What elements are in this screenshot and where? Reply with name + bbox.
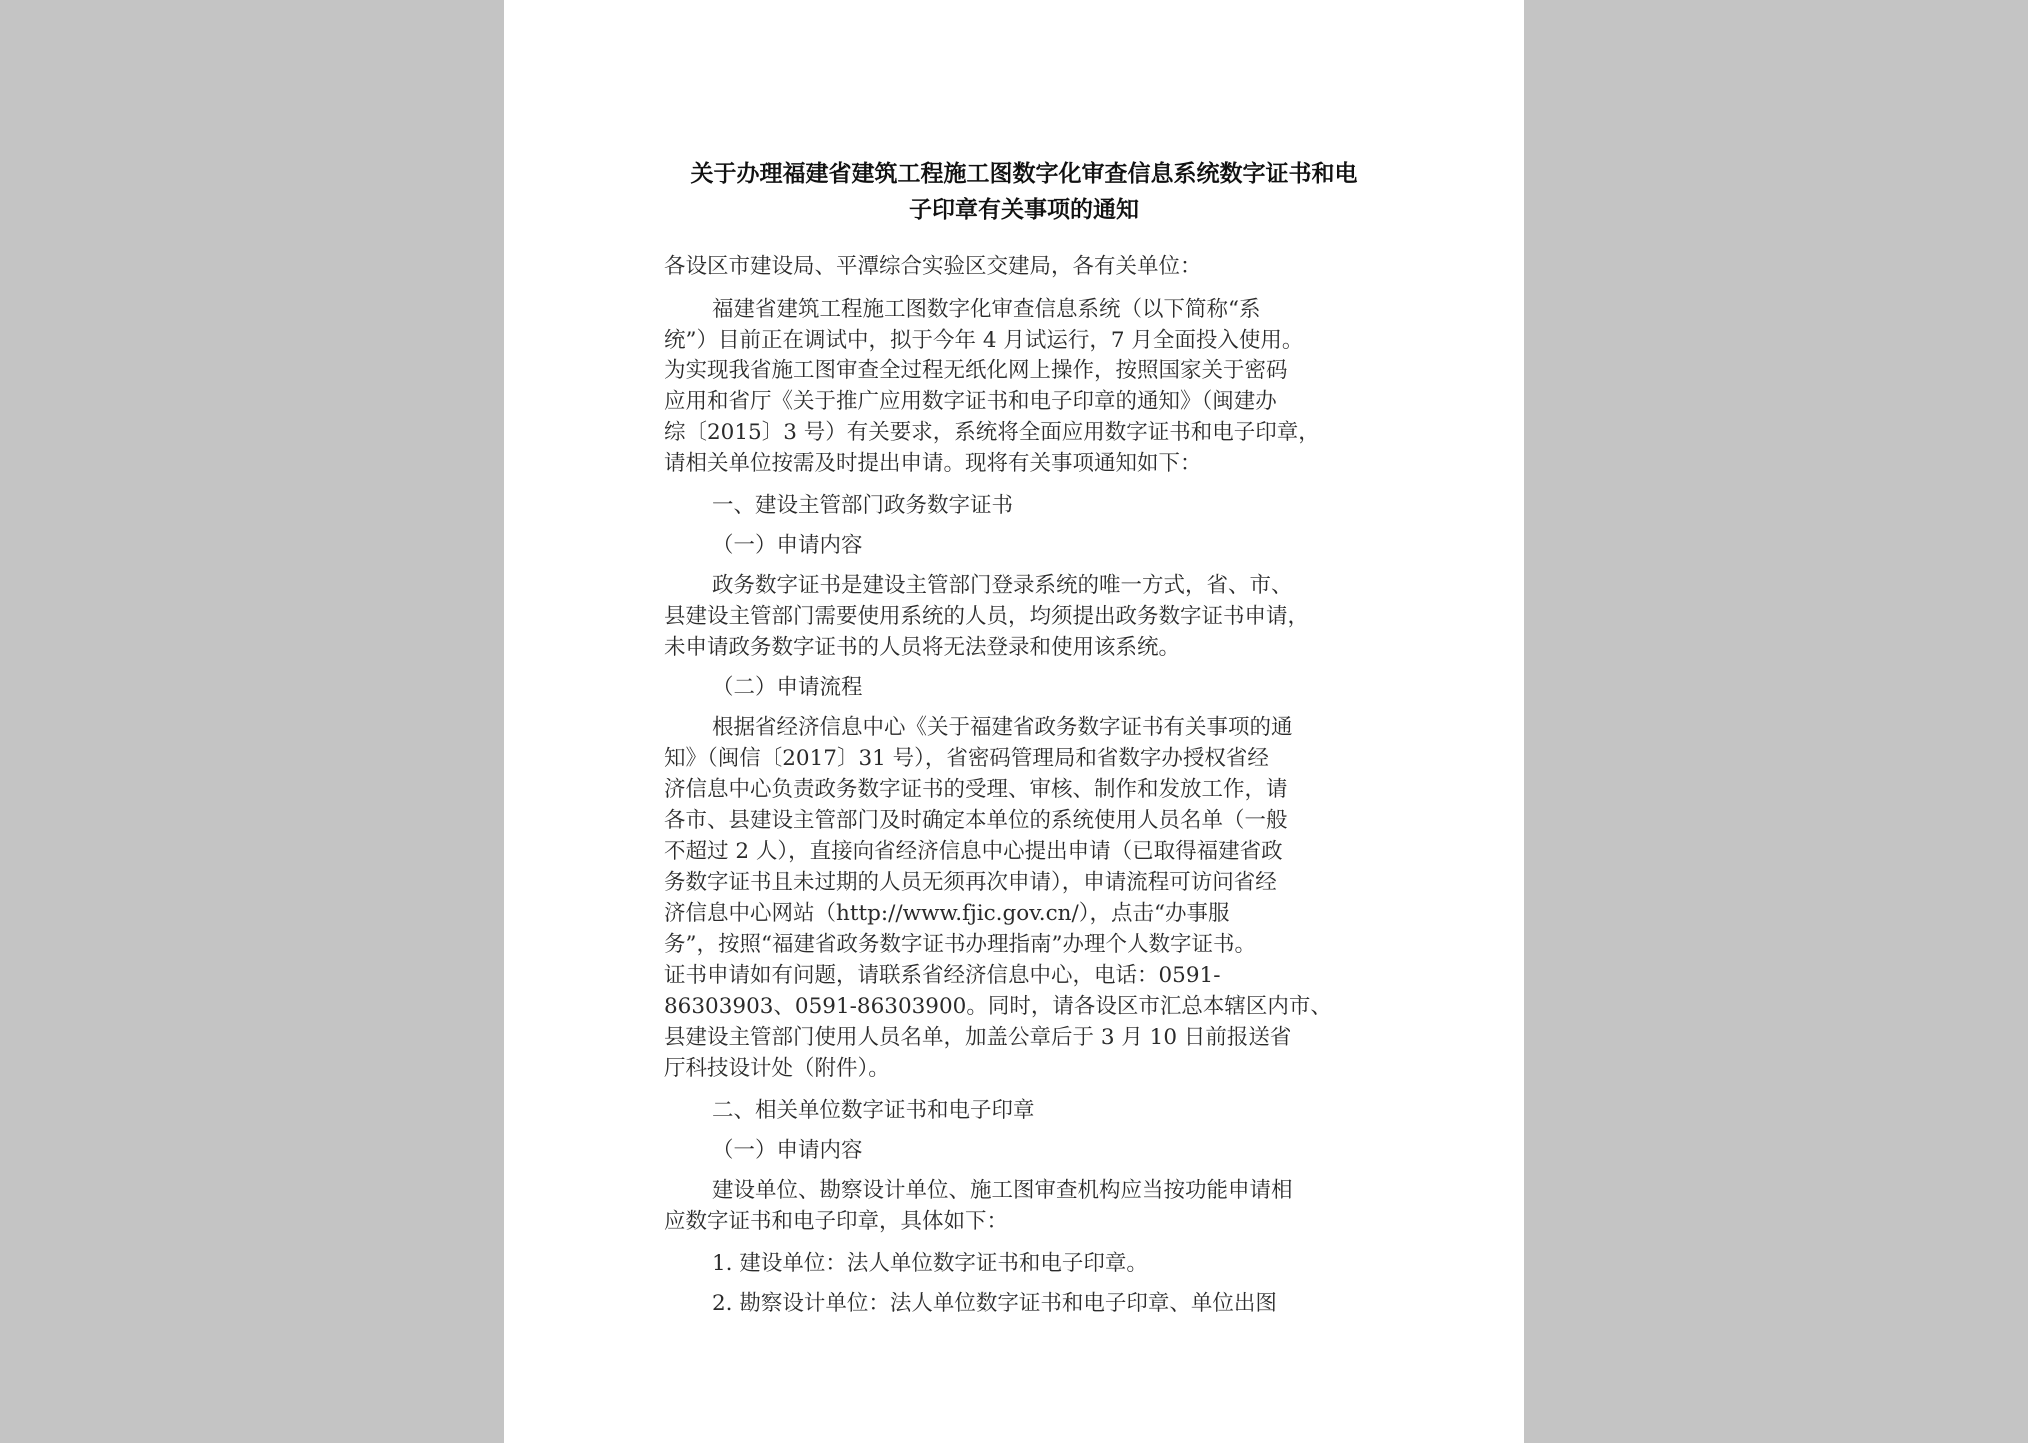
salutation: 各设区市建设局、平潭综合实验区交建局，各有关单位：	[664, 254, 1202, 279]
paragraph-line: 不超过 2 人），直接向省经济信息中心提出申请（已取得福建省政	[664, 839, 1283, 864]
section-heading: 二、相关单位数字证书和电子印章	[712, 1098, 1035, 1123]
paragraph-line: 86303903、0591-86303900。同时，请各设区市汇总本辖区内市、	[664, 994, 1332, 1019]
paragraph-line: 为实现我省施工图审查全过程无纸化网上操作，按照国家关于密码	[664, 358, 1288, 383]
paragraph-line: 统”）目前正在调试中，拟于今年 4 月试运行，7 月全面投入使用。	[664, 328, 1304, 353]
list-item: 1. 建设单位：法人单位数字证书和电子印章。	[712, 1251, 1148, 1276]
paragraph-line: 根据省经济信息中心《关于福建省政务数字证书有关事项的通	[712, 715, 1293, 740]
paragraph-line: 县建设主管部门使用人员名单，加盖公章后于 3 月 10 日前报送省	[664, 1025, 1292, 1050]
document-page	[504, 0, 1524, 1443]
paragraph-line: 县建设主管部门需要使用系统的人员，均须提出政务数字证书申请，	[664, 604, 1310, 629]
document-title	[664, 156, 1384, 228]
paragraph-line: 请相关单位按需及时提出申请。现将有关事项通知如下：	[664, 451, 1202, 476]
subsection-heading: （二）申请流程	[712, 675, 863, 700]
paragraph-line: 未申请政务数字证书的人员将无法登录和使用该系统。	[664, 635, 1181, 660]
paragraph-line: 务数字证书且未过期的人员无须再次申请），申请流程可访问省经	[664, 870, 1277, 895]
paragraph-line: 建设单位、勘察设计单位、施工图审查机构应当按功能申请相	[712, 1178, 1293, 1203]
paragraph-line: 务”，按照“福建省政务数字证书办理指南”办理个人数字证书。	[664, 932, 1256, 957]
paragraph-line: 应数字证书和电子印章，具体如下：	[664, 1209, 1009, 1234]
paragraph-line: 综〔2015〕3 号）有关要求，系统将全面应用数字证书和电子印章，	[664, 420, 1320, 445]
paragraph-line: 各市、县建设主管部门及时确定本单位的系统使用人员名单（一般	[664, 808, 1288, 833]
section-heading: 一、建设主管部门政务数字证书	[712, 493, 1014, 518]
paragraph-line: 厅科技设计处（附件）。	[664, 1056, 890, 1081]
paragraph-line: 济信息中心网站（http://www.fjic.gov.cn/），点击“办事服	[664, 901, 1230, 926]
paragraph-line: 知》（闽信〔2017〕31 号），省密码管理局和省数字办授权省经	[664, 746, 1269, 771]
subsection-heading: （一）申请内容	[712, 533, 863, 558]
paragraph-line: 政务数字证书是建设主管部门登录系统的唯一方式，省、市、	[712, 573, 1293, 598]
paragraph-line: 证书申请如有问题，请联系省经济信息中心，电话：0591-	[664, 963, 1221, 988]
subsection-heading: （一）申请内容	[712, 1138, 863, 1163]
title-line: 子印章有关事项的通知	[909, 197, 1139, 223]
list-item: 2. 勘察设计单位：法人单位数字证书和电子印章、单位出图	[712, 1291, 1277, 1316]
title-line: 关于办理福建省建筑工程施工图数字化审查信息系统数字证书和电	[690, 161, 1358, 187]
paragraph-line: 福建省建筑工程施工图数字化审查信息系统（以下简称“系	[712, 297, 1261, 322]
paragraph-line: 应用和省厅《关于推广应用数字证书和电子印章的通知》（闽建办	[664, 389, 1277, 414]
paragraph-line: 济信息中心负责政务数字证书的受理、审核、制作和发放工作，请	[664, 777, 1288, 802]
